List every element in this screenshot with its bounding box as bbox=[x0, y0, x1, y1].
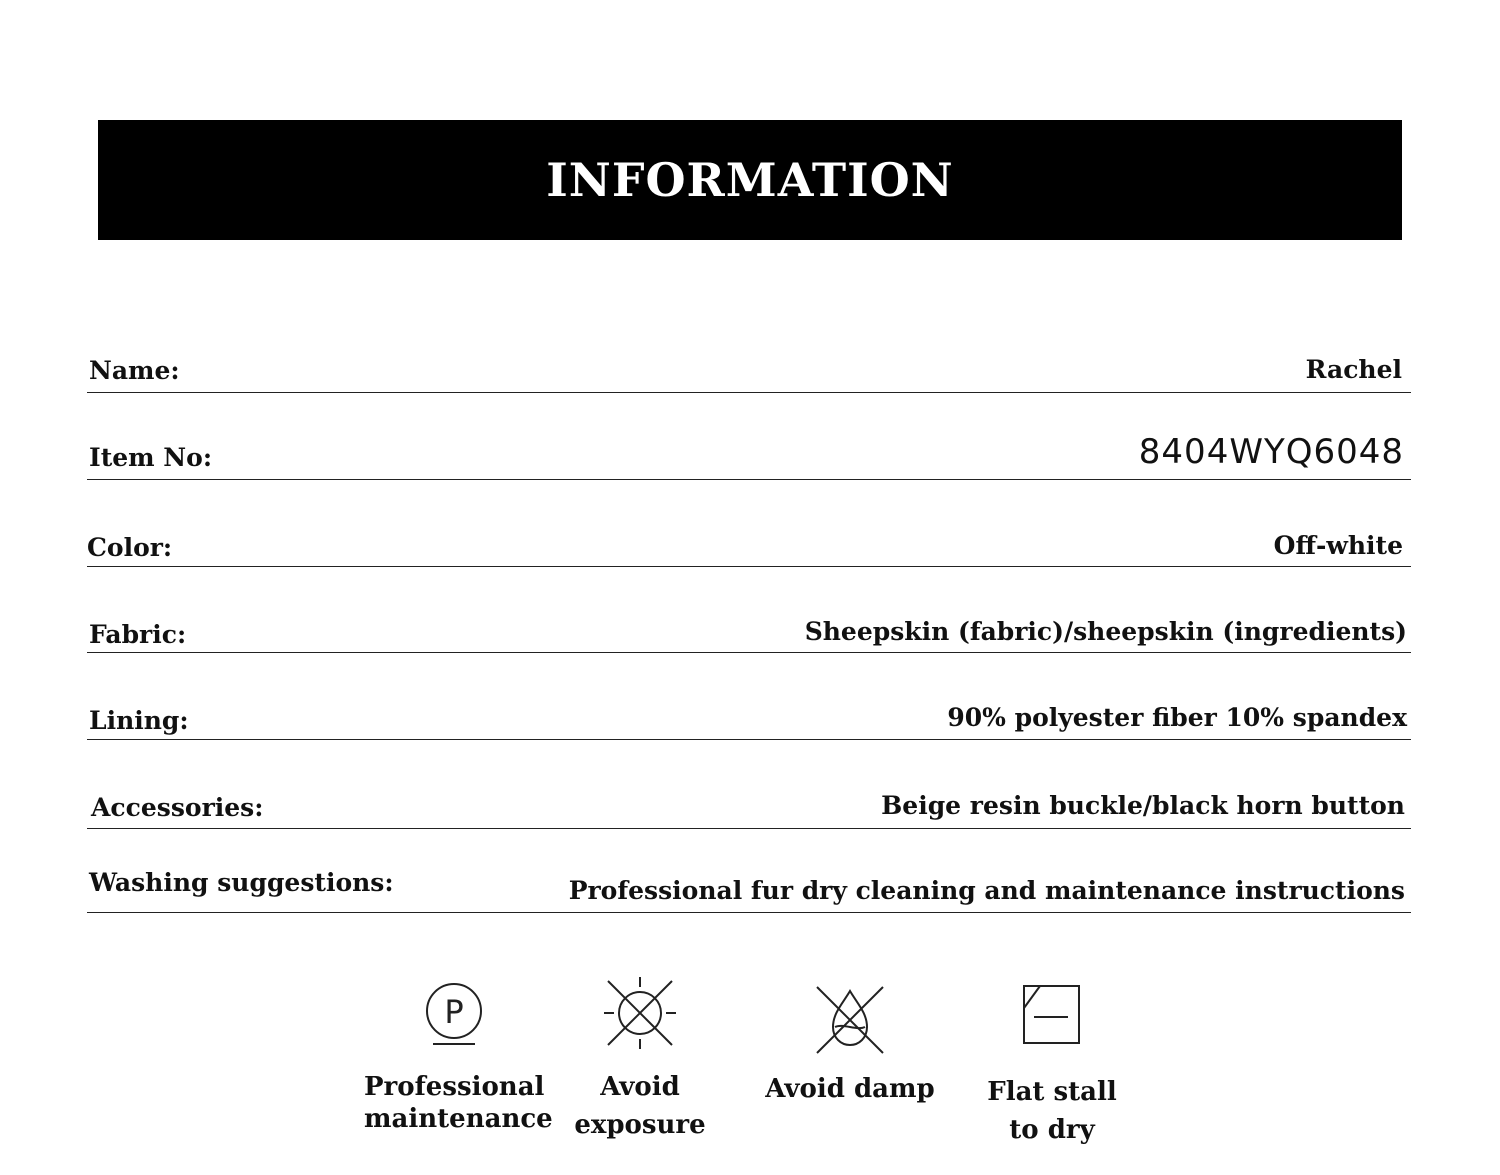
care-label-line1: Professional bbox=[364, 1072, 545, 1102]
detail-value-lining: 90% polyester fiber 10% spandex bbox=[947, 703, 1407, 732]
detail-value-item-no: 8404WYQ6048 bbox=[1138, 432, 1404, 472]
detail-row-fabric bbox=[87, 614, 1411, 653]
detail-row-accessories bbox=[87, 787, 1411, 829]
detail-row-name bbox=[87, 352, 1411, 393]
care-label-line2: to dry bbox=[1009, 1115, 1095, 1145]
svg-text:P: P bbox=[444, 993, 464, 1031]
detail-label-color: Color: bbox=[87, 533, 173, 562]
detail-value-washing: Professional fur dry cleaning and maintenance instructions bbox=[568, 876, 1405, 905]
information-banner bbox=[98, 120, 1402, 240]
detail-value-color: Off-white bbox=[1273, 531, 1403, 560]
care-label-line1: Avoid damp bbox=[765, 1074, 935, 1104]
care-label-line2: maintenance bbox=[364, 1104, 553, 1134]
detail-label-item-no: Item No: bbox=[89, 443, 213, 472]
care-label-line1: Flat stall bbox=[987, 1077, 1117, 1107]
detail-row-item-no bbox=[87, 430, 1411, 480]
flat-dry-icon bbox=[982, 984, 1122, 1046]
detail-label-washing: Washing suggestions: bbox=[89, 868, 394, 897]
detail-value-name: Rachel bbox=[1305, 355, 1402, 384]
detail-row-color bbox=[87, 528, 1411, 567]
detail-label-accessories: Accessories: bbox=[91, 793, 264, 822]
detail-label-fabric: Fabric: bbox=[89, 620, 187, 649]
avoid-exposure-icon bbox=[570, 975, 710, 1051]
care-item-exposure bbox=[570, 975, 710, 1155]
care-label-line2: exposure bbox=[574, 1110, 706, 1140]
detail-row-lining bbox=[87, 700, 1411, 740]
care-item-professional bbox=[364, 980, 553, 1160]
professional-dry-clean-icon bbox=[364, 980, 544, 1050]
detail-value-accessories: Beige resin buckle/black horn button bbox=[881, 791, 1405, 820]
detail-label-lining: Lining: bbox=[89, 706, 189, 735]
detail-row-washing bbox=[87, 864, 1411, 913]
detail-label-name: Name: bbox=[89, 356, 180, 385]
detail-value-fabric: Sheepskin (fabric)/sheepskin (ingredients) bbox=[804, 617, 1407, 646]
care-item-flat-dry bbox=[982, 984, 1122, 1164]
page-title: INFORMATION bbox=[546, 153, 954, 207]
care-item-damp bbox=[765, 983, 935, 1123]
avoid-damp-icon bbox=[765, 983, 935, 1057]
care-label-line1: Avoid bbox=[600, 1072, 680, 1102]
